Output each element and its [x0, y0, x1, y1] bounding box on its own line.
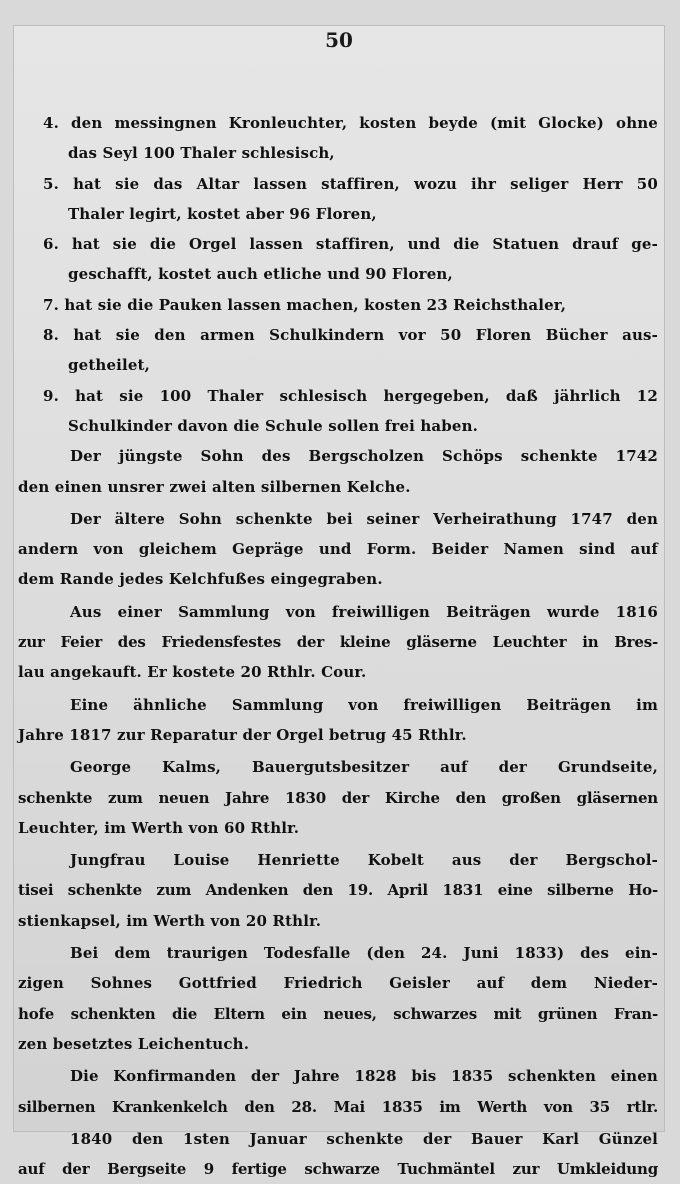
- text-line: getheilet,: [68, 356, 151, 375]
- text-line: zur Feier des Friedensfestes der kleine gläserne Leuchter in Bres-: [18, 633, 658, 652]
- text-line: Der ältere Sohn schenkte bei seiner Verheirathung 1747 den: [70, 509, 658, 528]
- text-line: 9. hat sie 100 Thaler schlesisch hergegeben, daß jährlich 12: [43, 386, 658, 405]
- text-line: andern von gleichem Gepräge und Form. Beider Namen sind auf: [18, 540, 658, 559]
- text-line: 8. hat sie den armen Schulkindern vor 50 Floren Bücher aus-: [43, 326, 658, 345]
- text-line: schenkte zum neuen Jahre 1830 der Kirche den großen gläsernen: [18, 788, 658, 807]
- text-line: zigen Sohnes Gottfried Friedrich Geisler auf dem Nieder-: [18, 974, 658, 993]
- text-line: 4. den messingnen Kronleuchter, kosten beyde (mit Glocke) ohne: [43, 114, 658, 132]
- text-line: hofe schenkten die Eltern ein neues, schwarzes mit grünen Fran-: [18, 1004, 658, 1023]
- text-line: das Seyl 100 Thaler schlesisch,: [68, 144, 335, 163]
- text-line: Der jüngste Sohn des Bergscholzen Schöps schenkte 1742: [70, 447, 658, 466]
- text-line: auf der Bergseite 9 fertige schwarze Tuchmäntel zur Umkleidung: [18, 1160, 658, 1179]
- text-line: dem Rande jedes Kelchfußes eingegraben.: [18, 570, 383, 589]
- page-number: 50: [325, 28, 353, 52]
- text-line: 1840 den 1sten Januar schenkte der Bauer Karl Günzel: [70, 1129, 658, 1148]
- text-line: Bei dem traurigen Todesfalle (den 24. Juni 1833) des ein-: [70, 944, 658, 963]
- text-line: Aus einer Sammlung von freiwilligen Beiträgen wurde 1816: [70, 602, 658, 621]
- book-page: [14, 26, 664, 1179]
- page-body: [18, 108, 658, 1184]
- text-line: stienkapsel, im Werth von 20 Rthlr.: [18, 911, 322, 930]
- text-line: tisei schenkte zum Andenken den 19. April 1831 eine silberne Ho-: [18, 881, 658, 900]
- text-line: 5. hat sie das Altar lassen staffiren, wozu ihr seliger Herr 50: [43, 174, 658, 193]
- text-line: den einen unsrer zwei alten silbernen Kelche.: [18, 477, 411, 496]
- text-line: Leuchter, im Werth von 60 Rthlr.: [18, 818, 300, 837]
- text-line: Thaler legirt, kostet aber 96 Floren,: [68, 204, 377, 223]
- text-line: Jahre 1817 zur Reparatur der Orgel betrug 45 Rthlr.: [18, 725, 467, 744]
- text-line: Die Konfirmanden der Jahre 1828 bis 1835 schenkten einen: [70, 1067, 658, 1086]
- text-line: lau angekauft. Er kostete 20 Rthlr. Cour.: [18, 663, 367, 682]
- text-line: Schulkinder davon die Schule sollen frei haben.: [68, 416, 479, 435]
- text-line: Jungfrau Louise Henriette Kobelt aus der Bergschol-: [70, 851, 658, 870]
- text-line: George Kalms, Bauergutsbesitzer auf der Grundseite,: [70, 758, 658, 777]
- text-line: geschafft, kostet auch etliche und 90 Floren,: [68, 265, 453, 284]
- text-line: zen besetztes Leichentuch.: [18, 1034, 250, 1053]
- text-line: 7. hat sie die Pauken lassen machen, kosten 23 Reichsthaler,: [43, 295, 567, 314]
- text-line: 6. hat sie die Orgel lassen staffiren, und die Statuen drauf ge-: [43, 235, 658, 254]
- text-line: silbernen Krankenkelch den 28. Mai 1835 im Werth von 35 rtlr.: [18, 1097, 658, 1116]
- text-line: Eine ähnliche Sammlung von freiwilligen Beiträgen im: [70, 695, 658, 714]
